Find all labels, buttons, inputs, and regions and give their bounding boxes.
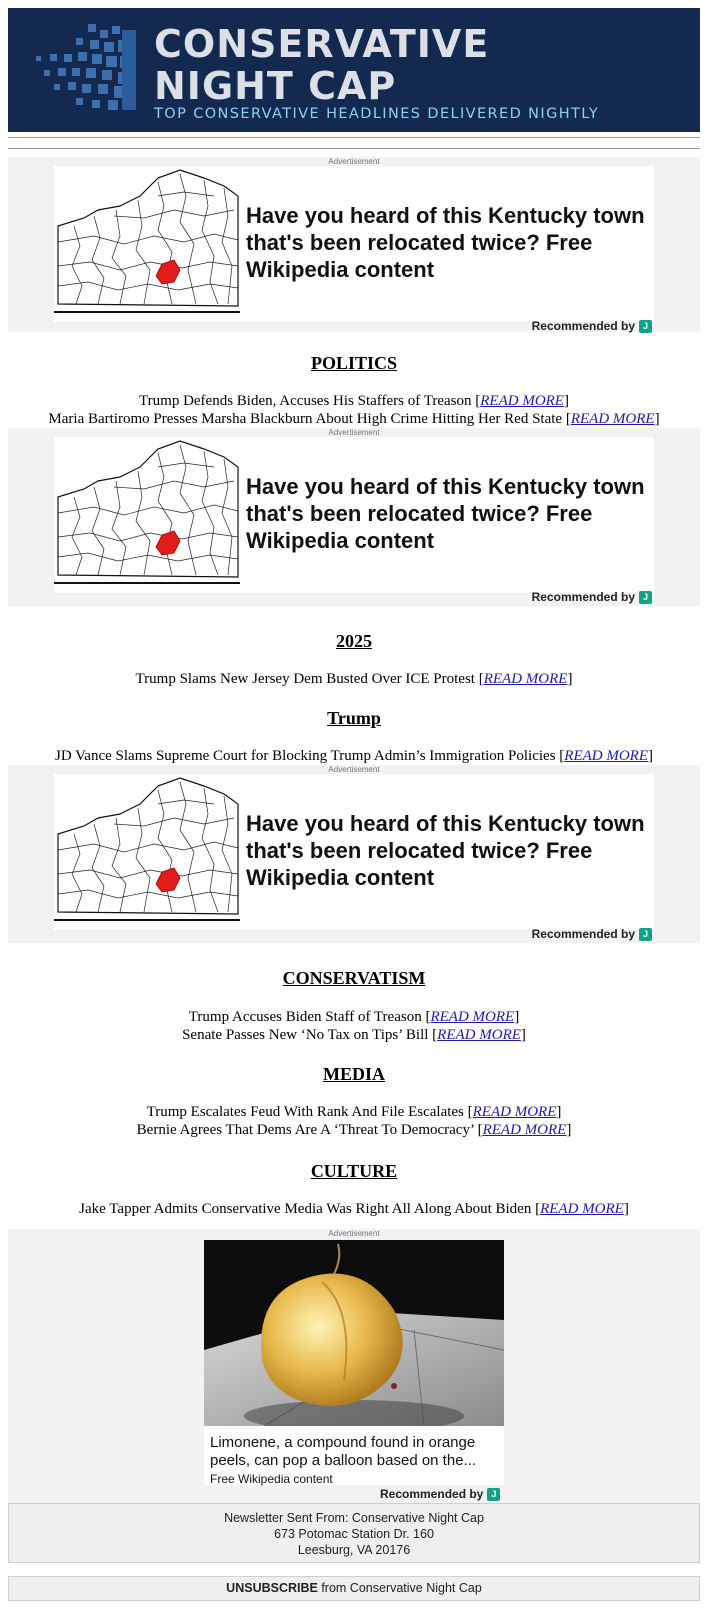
read-more-link[interactable]: READ MORE [480, 393, 564, 409]
advertisement-kentucky[interactable] [8, 157, 700, 332]
section-title-trump: Trump [327, 708, 381, 728]
recommender-logo-icon: J [639, 928, 652, 941]
headline-item: JD Vance Slams Supreme Court for Blocking Trump Admin’s Immigration Policies [READ MORE] [54, 748, 654, 764]
ad-label: Advertisement [328, 157, 380, 166]
recommended-by-label: Recommended by [531, 590, 635, 604]
unsubscribe-bar[interactable] [8, 1576, 700, 1601]
recommended-by[interactable] [532, 590, 652, 604]
headline-item: Bernie Agrees That Dems Are A ‘Threat To Democracy’ [READ MORE] [136, 1122, 572, 1138]
headline-text: JD Vance Slams Supreme Court for Blocking Trump Admin’s Immigration Policies [54, 748, 556, 764]
headline-item: Trump Defends Biden, Accuses His Staffers of Treason [READ MORE] [139, 393, 569, 409]
ad-caption[interactable]: Limonene, a compound found in orange peels, can pop a balloon based on the... [210, 1434, 477, 1469]
banner-tagline: TOP CONSERVATIVE HEADLINES DELIVERED NIGHTLY [154, 106, 600, 122]
headline-text: Senate Passes New ‘No Tax on Tips’ Bill [182, 1027, 429, 1043]
section-title-culture: CULTURE [310, 1161, 398, 1181]
headline-item: Trump Escalates Feud With Rank And File Escalates [READ MORE] [146, 1104, 562, 1120]
headline-item: Maria Bartiromo Presses Marsha Blackburn About High Crime Hitting Her Red State [READ MORE] [48, 411, 660, 427]
ad-card[interactable] [54, 437, 654, 593]
headline-text: Trump Defends Biden, Accuses His Staffers of Treason [139, 393, 472, 409]
ad-label: Advertisement [328, 1229, 380, 1238]
recommended-by[interactable] [380, 1487, 500, 1501]
headline-item: Senate Passes New ‘No Tax on Tips’ Bill [READ MORE] [182, 1027, 526, 1043]
kentucky-map-icon [54, 774, 240, 930]
read-more-link[interactable]: READ MORE [483, 671, 568, 687]
headline-item: Trump Accuses Biden Staff of Treason [READ MORE] [188, 1009, 520, 1025]
divider [8, 137, 700, 138]
balloon-photo-image [204, 1240, 504, 1426]
recommender-logo-icon: J [639, 591, 652, 604]
recommended-by[interactable] [532, 927, 652, 941]
section-title-media: MEDIA [323, 1064, 385, 1084]
kentucky-map-icon [54, 166, 240, 322]
ad-source: Free Wikipedia content [210, 1472, 333, 1486]
ad-card[interactable] [54, 774, 654, 930]
advertisement-kentucky[interactable] [8, 428, 700, 606]
headline-item: Trump Slams New Jersey Dem Busted Over ICE Protest [READ MORE] [135, 671, 573, 687]
ad-label: Advertisement [328, 428, 380, 437]
recommended-by-label: Recommended by [531, 927, 635, 941]
unsubscribe-text: from Conservative Night Cap [317, 1581, 482, 1595]
headline-text: Maria Bartiromo Presses Marsha Blackburn About High Crime Hitting Her Red State [48, 411, 563, 427]
kentucky-map-icon [54, 437, 240, 593]
footer-sender: Newsletter Sent From: Conservative Night Cap [224, 1511, 484, 1525]
read-more-link[interactable]: READ MORE [570, 411, 655, 427]
recommender-logo-icon: J [639, 320, 652, 333]
headline-text: Trump Slams New Jersey Dem Busted Over ICE Protest [135, 671, 475, 687]
newsletter-banner [8, 8, 700, 132]
recommender-logo-icon: J [487, 1488, 500, 1501]
headline-text: Trump Escalates Feud With Rank And File Escalates [146, 1104, 464, 1120]
unsubscribe-link[interactable]: UNSUBSCRIBE [226, 1581, 318, 1595]
pixel-logo-icon [26, 20, 136, 120]
section-title-conservatism: CONSERVATISM [282, 968, 426, 988]
recommended-by-label: Recommended by [380, 1487, 484, 1501]
recommended-by[interactable] [532, 319, 652, 333]
banner-title-line1: CONSERVATIVE [154, 22, 490, 66]
ad-label: Advertisement [328, 765, 380, 774]
ad-headline[interactable]: Have you heard of this Kentucky town that's been relocated twice? Free Wikipedia content [246, 811, 645, 890]
footer-address-street: 673 Potomac Station Dr. 160 [274, 1527, 434, 1541]
read-more-link[interactable]: READ MORE [437, 1027, 521, 1043]
divider [8, 148, 700, 149]
ad-card[interactable] [54, 166, 654, 322]
headline-text: Trump Accuses Biden Staff of Treason [188, 1009, 422, 1025]
section-title-politics: POLITICS [310, 353, 398, 373]
banner-title-line2: NIGHT CAP [154, 64, 397, 108]
ad-headline[interactable]: Have you heard of this Kentucky town that's been relocated twice? Free Wikipedia content [246, 474, 645, 553]
read-more-link[interactable]: READ MORE [472, 1104, 557, 1120]
headline-text: Bernie Agrees That Dems Are A ‘Threat To Democracy’ [136, 1122, 474, 1138]
advertisement-balloon[interactable] [8, 1229, 700, 1504]
newsletter-footer [8, 1503, 700, 1563]
section-title-2025: 2025 [336, 631, 372, 651]
footer-address-city: Leesburg, VA 20176 [297, 1543, 411, 1557]
recommended-by-label: Recommended by [531, 319, 635, 333]
read-more-link[interactable]: READ MORE [482, 1122, 567, 1138]
read-more-link[interactable]: READ MORE [430, 1009, 515, 1025]
headline-text: Jake Tapper Admits Conservative Media Was Right All Along About Biden [79, 1201, 532, 1217]
read-more-link[interactable]: READ MORE [564, 748, 649, 764]
read-more-link[interactable]: READ MORE [540, 1201, 624, 1217]
ad-card[interactable] [204, 1240, 504, 1485]
ad-headline[interactable]: Have you heard of this Kentucky town that's been relocated twice? Free Wikipedia content [246, 203, 645, 282]
headline-item: Jake Tapper Admits Conservative Media Was Right All Along About Biden [READ MORE] [79, 1201, 629, 1217]
advertisement-kentucky[interactable] [8, 765, 700, 943]
